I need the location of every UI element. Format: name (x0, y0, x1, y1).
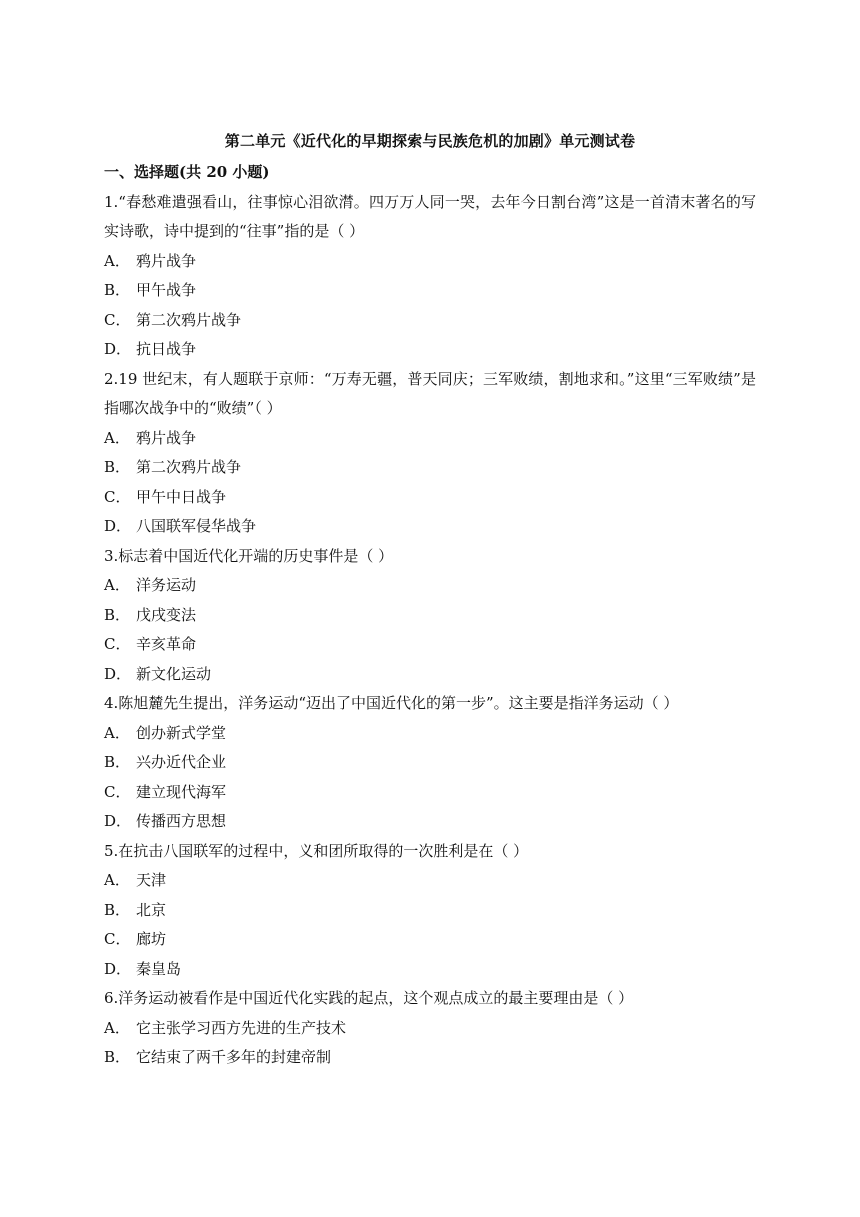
answer-option (104, 896, 756, 926)
question-list (104, 188, 756, 1073)
option-text: 洋务运动 (136, 576, 197, 594)
option-letter: D． (104, 664, 132, 683)
question-stem: 4.陈旭麓先生提出，洋务运动“迈出了中国近代化的第一步”。这主要是指洋务运动（ ） (104, 694, 679, 712)
question-block (104, 188, 756, 365)
option-letter: B． (104, 605, 131, 624)
answer-option (104, 306, 756, 336)
answer-option (104, 601, 756, 631)
option-letter: B． (104, 458, 131, 476)
option-text: 兴办近代企业 (136, 753, 227, 771)
option-text: 戊戌变法 (136, 605, 197, 624)
option-letter: C． (104, 930, 131, 948)
option-text: 第二次鸦片战争 (136, 458, 242, 476)
option-letter: B． (104, 1048, 131, 1066)
answer-option (104, 660, 756, 690)
question-block (104, 365, 756, 542)
answer-option (104, 247, 756, 277)
question-block (104, 984, 756, 1073)
answer-option (104, 571, 756, 601)
document-title: 第二单元《近代化的早期探索与民族危机的加剧》单元测试卷 (224, 132, 636, 150)
option-letter: C． (104, 487, 131, 506)
option-text: 它结束了两千多年的封建帝制 (136, 1048, 332, 1066)
option-letter: A． (104, 723, 130, 742)
answer-option (104, 335, 756, 365)
option-letter: A． (104, 1018, 130, 1037)
option-text: 甲午战争 (136, 281, 197, 299)
question-stem: 2.19 世纪末，有人题联于京师：“万寿无疆，普天同庆；三军败绩，割地求和。”这里“三军败绩”是指哪次战争中的“败绩”（ ） (104, 369, 756, 417)
option-text: 北京 (136, 900, 167, 919)
option-text: 它主张学习西方先进的生产技术 (136, 1018, 347, 1037)
answer-option (104, 453, 756, 483)
option-text: 传播西方思想 (136, 812, 227, 830)
option-letter: A． (104, 576, 130, 594)
option-text: 秦皇岛 (136, 959, 182, 978)
option-text: 八国联军侵华战争 (136, 517, 257, 535)
option-text: 抗日战争 (136, 340, 197, 358)
answer-option (104, 1043, 756, 1073)
option-letter: D． (104, 812, 132, 830)
question-stem: 3.标志着中国近代化开端的历史事件是（ ） (104, 546, 394, 565)
option-letter: A． (104, 251, 130, 270)
option-text: 鸦片战争 (136, 251, 197, 270)
answer-option (104, 778, 756, 808)
answer-option (104, 955, 756, 985)
question-stem: 6.洋务运动被看作是中国近代化实践的起点，这个观点成立的最主要理由是（ ） (104, 989, 634, 1007)
question-block (104, 542, 756, 690)
option-letter: D． (104, 517, 132, 535)
question-stem: 5.在抗击八国联军的过程中，义和团所取得的一次胜利是在（ ） (104, 841, 529, 860)
option-text: 甲午中日战争 (136, 487, 227, 506)
option-text: 创办新式学堂 (136, 723, 227, 742)
answer-option (104, 424, 756, 454)
answer-option (104, 807, 756, 837)
option-letter: C． (104, 635, 131, 653)
option-text: 第二次鸦片战争 (136, 310, 242, 329)
option-letter: B． (104, 281, 131, 299)
answer-option (104, 1014, 756, 1044)
option-text: 辛亥革命 (136, 635, 197, 653)
option-letter: B． (104, 753, 131, 771)
option-letter: A． (104, 428, 130, 447)
option-letter: D． (104, 959, 132, 978)
option-text: 建立现代海军 (136, 782, 227, 801)
question-block (104, 689, 756, 837)
answer-option (104, 276, 756, 306)
option-text: 天津 (136, 871, 167, 889)
option-letter: B． (104, 900, 131, 919)
option-text: 鸦片战争 (136, 428, 197, 447)
answer-option (104, 483, 756, 513)
option-letter: C． (104, 782, 131, 801)
question-stem: 1.“春愁难遣强看山，往事惊心泪欲潸。四万万人同一哭，去年今日割台湾”这是一首清末著名的写实诗歌，诗中提到的“往事”指的是（ ） (104, 192, 756, 240)
answer-option (104, 925, 756, 955)
option-letter: D． (104, 340, 132, 358)
section-heading: 一、选择题(共 20 小题) (104, 163, 270, 181)
question-block (104, 837, 756, 985)
answer-option (104, 719, 756, 749)
answer-option (104, 512, 756, 542)
option-letter: A． (104, 871, 130, 889)
option-letter: C． (104, 310, 131, 329)
answer-option (104, 630, 756, 660)
option-text: 新文化运动 (136, 664, 212, 683)
answer-option (104, 748, 756, 778)
answer-option (104, 866, 756, 896)
document-body (104, 158, 756, 1073)
option-text: 廊坊 (136, 930, 167, 948)
